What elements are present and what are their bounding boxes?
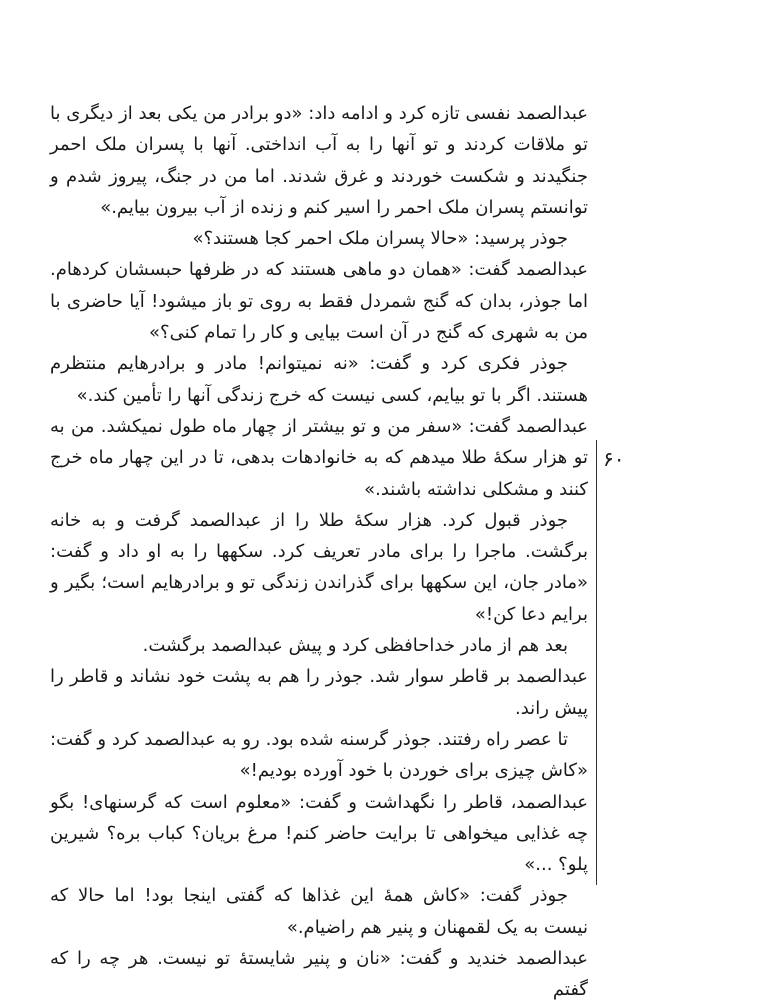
paragraph: جوذر قبول کرد. هزار سکۀ طلا را از عبدالصمد گرفت و به خانه برگشت. ماجرا را برای مادر تعریف کرد. سکهها را به او داد و گفت: «مادر جان، این سکهها برای گذراندن زندگی تو و برادرهایم است؛ بگیر و برایم دعا کن!» — [50, 509, 588, 625]
paragraph: عبدالصمد نفسی تازه کرد و ادامه داد: «دو برادر من یکی بعد از دیگری با تو ملاقات کردند و تو آنها را به آب انداختی. آنها با پسران ملک احمر جنگیدند و شکست خوردند و غرق شدند. اما من در جنگ، پیروز شدم و توانستم پسران ملک احمر را اسیر کنم و زنده از آب بیرون بیایم.» — [50, 103, 588, 218]
page-body-text — [50, 98, 588, 1006]
paragraph: جوذر گفت: «کاش همۀ این غذاها که گفتی اینجا بود! اما حالا که نیست به یک لقمهنان و پنیر هم راضیام.» — [50, 885, 588, 938]
paragraph: عبدالصمد گفت: «همان دو ماهی هستند که در ظرفها حبسشان کردهام. اما جوذر، بدان که گنج شمردل فقط به روی تو باز میشود! آیا حاضری با من به شهری که گنج در آن است بیایی و کار را تمام کنی؟» — [50, 259, 588, 344]
paragraph: جوذر پرسید: «حالا پسران ملک احمر کجا هستند؟» — [192, 228, 568, 250]
paragraph: عبدالصمد گفت: «سفر من و تو بیشتر از چهار ماه طول نمیکشد. من به تو هزار سکۀ طلا میدهم که به خانوادهات بدهی، تا در این چهار ماه خرج کنند و مشکلی نداشته باشند.» — [50, 415, 588, 500]
paragraph: جوذر فکری کرد و گفت: «نه نمیتوانم! مادر و برادرهایم منتظرم هستند. اگر با تو بیایم، کسی نیست که خرج زندگی آنها را تأمین کند.» — [50, 353, 588, 406]
paragraph: تا عصر راه رفتند. جوذر گرسنه شده بود. رو به عبدالصمد کرد و گفت: «کاش چیزی برای خوردن با خود آورده بودیم!» — [50, 728, 588, 782]
margin-rule — [596, 440, 597, 885]
paragraph: بعد هم از مادر خداحافظی کرد و پیش عبدالصمد برگشت. — [142, 635, 568, 657]
paragraph: عبدالصمد بر قاطر سوار شد. جوذر را هم به پشت خود نشاند و قاطر را پیش راند. — [50, 666, 588, 719]
paragraph: عبدالصمد، قاطر را نگهداشت و گفت: «معلوم است که گرسنهای! بگو چه غذایی میخواهی تا برایت حاضر کنم! مرغ بریان؟ کباب بره؟ شیرین پلو؟ ...» — [50, 791, 588, 876]
page-number: ۶۰ — [603, 447, 625, 471]
paragraph: عبدالصمد خندید و گفت: «نان و پنیر شایستۀ تو نیست. هر چه را که گفتم — [50, 948, 588, 1001]
